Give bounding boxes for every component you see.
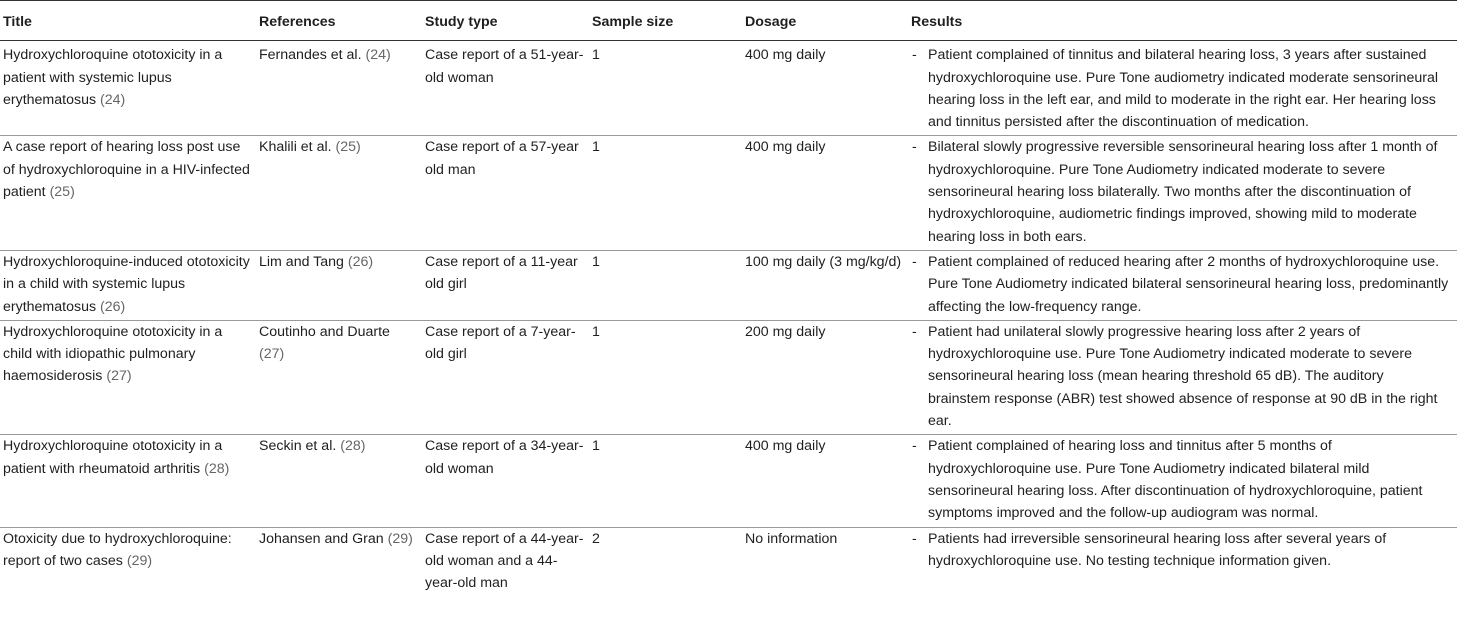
cell-study-type: [425, 435, 592, 527]
title-citation-link[interactable]: (25): [49, 184, 75, 201]
title-text: Hydroxychloroquine ototoxicity in a child with idiopathic pulmonary haemosiderosis: [3, 323, 223, 385]
result-text: Patient complained of reduced hearing after 2 months of hydroxychloroquine use. Pure Tone Audiometry indicated bilateral sensorineural hearing loss, predominantly affecting the low-frequency range.: [928, 253, 1449, 315]
title-citation-link[interactable]: (26): [100, 298, 126, 315]
result-text: Bilateral slowly progressive reversible sensorineural hearing loss after 1 month of hydroxychloroquine. Pure Tone Audiometry indicated moderate to severe sensorineural hearing loss bilaterally. Two months after the discontinuation of hydroxychloroquine, audiometric findings improved, showing mild to moderate hearing loss in both ears.: [928, 139, 1438, 245]
bullet-dash: -: [912, 253, 917, 270]
result-item: [911, 44, 1449, 133]
title-text: A case report of hearing loss post use of hydroxychloroquine in a HIV-infected patient: [3, 139, 250, 201]
sample-size-text: 2: [592, 530, 600, 547]
citation-number: 29: [392, 530, 409, 547]
reference-citation-link[interactable]: (29): [387, 530, 413, 547]
study-type-text: Case report of a 51-year-old woman: [425, 47, 584, 86]
table-row: [0, 435, 1457, 527]
citation-number: 25: [54, 184, 71, 201]
cell-dosage: [745, 41, 911, 136]
citation-number: 28: [208, 460, 225, 477]
cell-results: [911, 41, 1457, 136]
header-references: References: [259, 1, 425, 41]
cell-title: [0, 527, 259, 596]
sample-size-text: 1: [592, 438, 600, 455]
cell-sample-size: [592, 435, 745, 527]
study-type-text: Case report of a 34-year-old woman: [425, 438, 584, 477]
dosage-text: 200 mg daily: [745, 323, 826, 340]
cell-sample-size: [592, 527, 745, 596]
header-sample-size: Sample size: [592, 1, 745, 41]
result-text: Patient complained of tinnitus and bilateral hearing loss, 3 years after sustained hydroxychloroquine use. Pure Tone audiometry indicated moderate sensorineural hearing loss in the left ear, and mild to moderate in the right ear. Her hearing loss and tinnitus persisted after the discontinuation of medication.: [928, 47, 1439, 131]
cell-study-type: [425, 527, 592, 596]
cell-results: [911, 320, 1457, 434]
reference-citation-link[interactable]: (28): [340, 438, 366, 455]
dosage-text: 100 mg daily (3 mg/kg/d): [745, 253, 902, 270]
bullet-dash: -: [912, 139, 917, 156]
table-row: [0, 41, 1457, 136]
header-row: [0, 1, 1457, 41]
cell-title: [0, 136, 259, 250]
result-text: Patient complained of hearing loss and tinnitus after 5 months of hydroxychloroquine use. Pure Tone Audiometry indicated bilateral mild sensorineural hearing loss. After discontinuation of hydroxychloroquine, patient symptoms improved and the follow-up audiogram was normal.: [928, 438, 1423, 522]
cell-sample-size: [592, 320, 745, 434]
title-citation-link[interactable]: (29): [126, 552, 153, 569]
result-item: [911, 528, 1449, 573]
header-study-type: Study type: [425, 1, 592, 41]
title-citation-link[interactable]: (28): [204, 460, 230, 477]
title-citation-link[interactable]: (24): [100, 91, 126, 108]
authors-text: Coutinho and Duarte: [259, 323, 390, 340]
cell-results: [911, 435, 1457, 527]
cell-dosage: [745, 136, 911, 250]
dosage-text: 400 mg daily: [745, 438, 826, 455]
title-text: Hydroxychloroquine-induced ototoxicity in a child with systemic lupus erythematosus: [3, 253, 250, 315]
authors-text: Fernandes et al.: [259, 47, 362, 64]
study-type-text: Case report of a 11-year old girl: [425, 253, 578, 293]
table-row: [0, 250, 1457, 320]
study-type-text: Case report of a 44-year-old woman and a 44-year-old man: [425, 530, 584, 592]
cell-results: [911, 527, 1457, 596]
cell-dosage: [745, 250, 911, 320]
reference-citation-link[interactable]: (27): [259, 346, 285, 363]
header-title: Title: [0, 1, 259, 41]
bullet-dash: -: [912, 438, 917, 455]
result-item: [911, 251, 1449, 318]
sample-size-text: 1: [592, 47, 600, 64]
cell-title: [0, 41, 259, 136]
result-text: Patient had unilateral slowly progressive hearing loss after 2 years of hydroxychloroquine use. Pure Tone Audiometry indicated moderate to severe sensorineural hearing loss (mean hearing threshold 65 dB). The auditory brainstem response (ABR) test showed absence of response at 90 dB in the right ear.: [928, 323, 1438, 430]
title-text: Hydroxychloroquine ototoxicity in a patient with systemic lupus erythematosus: [3, 47, 223, 108]
table-row: [0, 320, 1457, 434]
table-row: [0, 136, 1457, 250]
citation-number: 29: [131, 552, 148, 569]
cell-study-type: [425, 136, 592, 250]
result-item: [911, 321, 1449, 432]
citation-number: 26: [104, 298, 121, 315]
study-type-text: Case report of a 7-year-old girl: [425, 323, 576, 363]
cell-dosage: [745, 320, 911, 434]
title-text: Hydroxychloroquine ototoxicity in a patient with rheumatoid arthritis: [3, 438, 223, 477]
title-citation-link[interactable]: (27): [106, 368, 132, 385]
cell-results: [911, 250, 1457, 320]
dosage-text: 400 mg daily: [745, 47, 826, 64]
citation-number: 24: [104, 91, 121, 108]
cell-references: [259, 527, 425, 596]
cell-title: [0, 435, 259, 527]
header-dosage: Dosage: [745, 1, 911, 41]
result-item: [911, 136, 1449, 247]
cell-references: [259, 320, 425, 434]
bullet-dash: -: [912, 530, 917, 547]
cell-dosage: [745, 527, 911, 596]
title-text: Otoxicity due to hydroxychloroquine: report of two cases: [3, 530, 232, 569]
cell-study-type: [425, 320, 592, 434]
cell-sample-size: [592, 250, 745, 320]
authors-text: Johansen and Gran: [259, 530, 384, 547]
sample-size-text: 1: [592, 323, 600, 340]
citation-number: 25: [340, 139, 357, 156]
reference-citation-link[interactable]: (24): [365, 47, 391, 64]
cell-references: [259, 41, 425, 136]
authors-text: Seckin et al.: [259, 438, 337, 455]
cell-dosage: [745, 435, 911, 527]
sample-size-text: 1: [592, 139, 600, 156]
cell-sample-size: [592, 41, 745, 136]
cell-study-type: [425, 250, 592, 320]
sample-size-text: 1: [592, 253, 600, 270]
dosage-text: 400 mg daily: [745, 139, 826, 156]
table-row: [0, 527, 1457, 596]
cell-study-type: [425, 41, 592, 136]
citation-number: 27: [263, 346, 280, 363]
reference-citation-link[interactable]: (25): [335, 139, 361, 156]
header-results: Results: [911, 1, 1457, 41]
citation-number: 28: [344, 438, 361, 455]
reference-citation-link[interactable]: (26): [347, 253, 374, 270]
dosage-text: No information: [745, 530, 838, 547]
cell-results: [911, 136, 1457, 250]
cell-references: [259, 250, 425, 320]
bullet-dash: -: [912, 323, 917, 340]
cell-title: [0, 250, 259, 320]
cell-references: [259, 136, 425, 250]
cell-references: [259, 435, 425, 527]
study-type-text: Case report of a 57-year old man: [425, 139, 579, 178]
cell-sample-size: [592, 136, 745, 250]
bullet-dash: -: [912, 47, 917, 64]
result-text: Patients had irreversible sensorineural hearing loss after several years of hydroxychloroquine use. No testing technique information given.: [928, 530, 1387, 569]
citation-number: 27: [111, 368, 127, 385]
citation-number: 26: [352, 253, 369, 270]
cell-title: [0, 320, 259, 434]
result-item: [911, 435, 1449, 524]
authors-text: Khalili et al.: [259, 139, 332, 156]
authors-text: Lim and Tang: [259, 253, 344, 270]
citation-number: 24: [370, 47, 386, 64]
